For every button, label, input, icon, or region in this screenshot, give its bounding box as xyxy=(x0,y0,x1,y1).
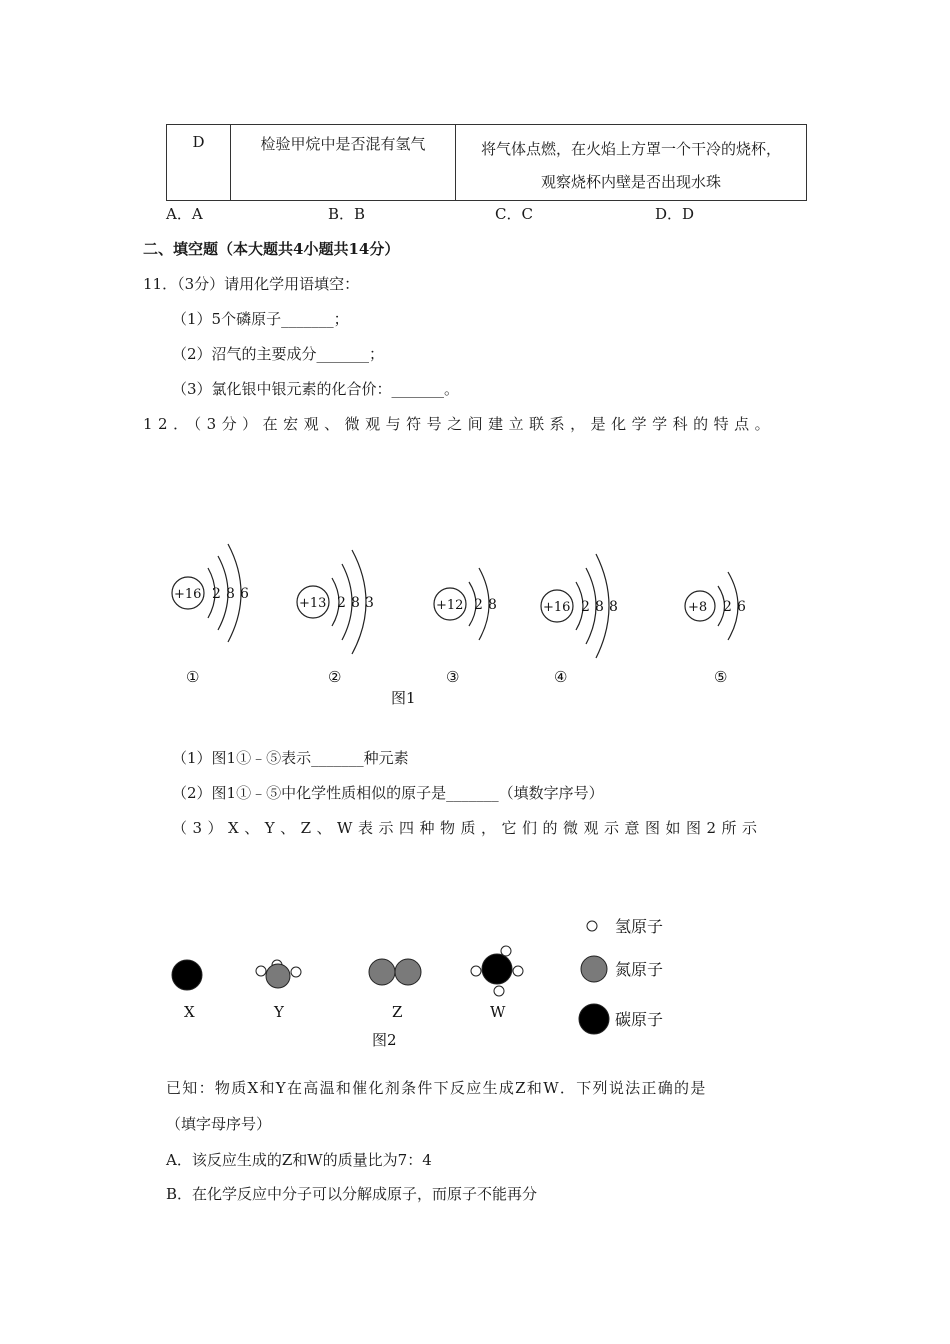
table-cell-method xyxy=(456,125,807,201)
atom-1-label: ① xyxy=(186,668,200,686)
legend-nitrogen-symbol xyxy=(581,956,607,982)
figure-2-caption: 图2 xyxy=(372,1031,397,1049)
figure-1-atom-diagrams xyxy=(160,530,800,715)
atom-3-label: ③ xyxy=(446,668,460,686)
atom-2-shell-electrons-1: 2 xyxy=(337,595,346,611)
molecule-w-hydrogen-2 xyxy=(471,966,481,976)
section-heading: 二、填空题（本大题共4小题共14分） xyxy=(143,240,400,258)
q12-sub-3: （3）X、Y、Z、W表示四种物质，它们的微观示意图如图2所示 xyxy=(172,819,763,837)
legend-carbon-label: 碳原子 xyxy=(615,1010,664,1029)
atom-5-shell-electrons-1: 2 xyxy=(723,599,732,615)
q11-stem: 11．（3分）请用化学用语填空： xyxy=(143,275,360,293)
molecule-y-nitrogen xyxy=(266,964,290,988)
q12-sub-1: （1）图1①﹣⑤表示_______种元素 xyxy=(172,749,409,767)
atom-3-shell-electrons-2: 8 xyxy=(488,597,497,613)
q11-item-1: （1）5个磷原子_______； xyxy=(172,310,349,328)
q12-choice-a: A．该反应生成的Z和W的质量比为7：4 xyxy=(166,1151,432,1169)
q10-option-d: D．D xyxy=(655,205,695,223)
atom-2-label: ② xyxy=(328,668,342,686)
atom-1-nucleus: +16 xyxy=(174,587,202,602)
method-line-2: 观察烧杯内壁是否出现水珠 xyxy=(540,173,721,191)
atom-3-shell-electrons-1: 2 xyxy=(474,597,483,613)
molecule-w-hydrogen-4 xyxy=(494,986,504,996)
molecule-y-label: Y xyxy=(274,1003,284,1021)
molecule-w-hydrogen-1 xyxy=(501,946,511,956)
legend-carbon-symbol xyxy=(579,1004,609,1034)
molecule-w-hydrogen-3 xyxy=(513,966,523,976)
atom-4-shell-electrons-3: 8 xyxy=(609,599,618,615)
q12-known-line-2: （填字母序号） xyxy=(166,1115,272,1133)
q12-sub-2: （2）图1①﹣⑤中化学性质相似的原子是_______（填数字序号） xyxy=(172,784,604,802)
atom-3-nucleus: +12 xyxy=(436,598,464,613)
atom-2-nucleus: +13 xyxy=(299,596,327,611)
molecule-z-nitrogen-2 xyxy=(395,959,421,985)
method-line-1: 将气体点燃，在火焰上方罩一个干冷的烧杯， xyxy=(480,140,781,158)
q10-option-c: C．C xyxy=(495,205,533,223)
molecule-y-hydrogen-3 xyxy=(291,967,301,977)
table-cell-purpose: 检验甲烷中是否混有氢气 xyxy=(231,125,456,201)
q11-item-2: （2）沼气的主要成分_______； xyxy=(172,345,385,363)
molecule-x-carbon xyxy=(172,960,202,990)
molecule-z-nitrogen-1 xyxy=(369,959,395,985)
atom-4-shell-electrons-1: 2 xyxy=(581,599,590,615)
figure-1-caption: 图1 xyxy=(391,689,416,707)
table-cell-letter: D xyxy=(167,125,231,201)
molecule-w-carbon xyxy=(482,954,512,984)
atom-5-nucleus: +8 xyxy=(688,600,708,615)
molecule-w-label: W xyxy=(490,1003,506,1021)
atom-1-shell-electrons-3: 6 xyxy=(240,586,249,602)
q10-option-a: A．A xyxy=(166,205,203,223)
atom-4-shell-electrons-2: 8 xyxy=(595,599,604,615)
atom-4-label: ④ xyxy=(554,668,568,686)
legend-nitrogen-label: 氮原子 xyxy=(615,960,664,979)
q12-known-line-1: 已知：物质X和Y在高温和催化剂条件下反应生成Z和W．下列说法正确的是 xyxy=(166,1079,707,1097)
table-row xyxy=(167,125,807,201)
atom-2-shell-electrons-3: 3 xyxy=(365,595,374,611)
q12-choice-b: B．在化学反应中分子可以分解成原子，而原子不能再分 xyxy=(166,1185,538,1203)
atom-1-shell-electrons-1: 2 xyxy=(212,586,221,602)
molecule-z-label: Z xyxy=(392,1003,403,1021)
figure-2-molecule-diagrams xyxy=(160,905,700,1055)
experiment-table xyxy=(166,124,807,201)
q12-stem: 12．（3分）在宏观、微观与符号之间建立联系，是化学学科的特点。 xyxy=(143,415,776,433)
atom-4-nucleus: +16 xyxy=(543,600,571,615)
molecule-x-label: X xyxy=(184,1003,195,1021)
q10-option-b: B．B xyxy=(328,205,366,223)
molecule-y-hydrogen-2 xyxy=(256,966,266,976)
legend-hydrogen-symbol xyxy=(587,921,597,931)
atom-5-shell-electrons-2: 6 xyxy=(737,599,746,615)
legend-hydrogen-label: 氢原子 xyxy=(615,917,664,936)
atom-1-shell-electrons-2: 8 xyxy=(226,586,235,602)
atom-2-shell-electrons-2: 8 xyxy=(351,595,360,611)
q11-item-3: （3）氯化银中银元素的化合价：_______。 xyxy=(172,380,460,398)
atom-5-label: ⑤ xyxy=(714,668,728,686)
